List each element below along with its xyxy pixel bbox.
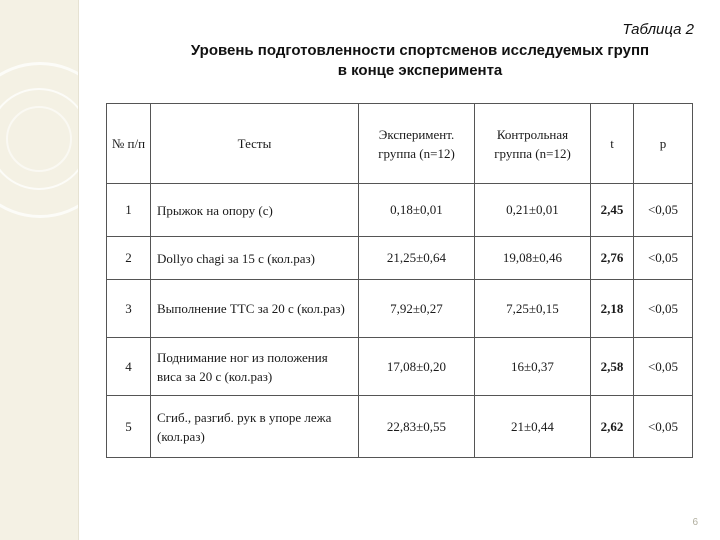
header-ctrl-group: Контрольная группа (n=12) <box>475 104 591 184</box>
cell-ctrl: 7,25±0,15 <box>475 280 591 338</box>
table-row <box>107 338 693 396</box>
cell-num: 4 <box>107 338 151 396</box>
cell-p: <0,05 <box>634 184 693 237</box>
cell-t: 2,58 <box>591 338 634 396</box>
cell-p: <0,05 <box>634 280 693 338</box>
header-tests: Тесты <box>151 104 359 184</box>
cell-ctrl: 19,08±0,46 <box>475 237 591 280</box>
cell-ctrl: 21±0,44 <box>475 396 591 458</box>
table-caption: Таблица 2 <box>622 21 694 38</box>
decorative-circle <box>6 106 72 172</box>
table-row <box>107 184 693 237</box>
cell-num: 5 <box>107 396 151 458</box>
header-num: № п/п <box>107 104 151 184</box>
cell-ctrl: 16±0,37 <box>475 338 591 396</box>
header-exp-group: Эксперимент. группа (n=12) <box>359 104 475 184</box>
cell-p: <0,05 <box>634 396 693 458</box>
page-number: 6 <box>692 517 698 528</box>
cell-t: 2,18 <box>591 280 634 338</box>
table-row <box>107 280 693 338</box>
cell-exp: 0,18±0,01 <box>359 184 475 237</box>
cell-exp: 17,08±0,20 <box>359 338 475 396</box>
cell-p: <0,05 <box>634 338 693 396</box>
cell-num: 3 <box>107 280 151 338</box>
results-table <box>106 103 693 458</box>
page-title-line2: в конце эксперимента <box>337 62 503 79</box>
cell-num: 1 <box>107 184 151 237</box>
cell-num: 2 <box>107 237 151 280</box>
decorative-side-band <box>0 0 78 540</box>
cell-exp: 21,25±0,64 <box>359 237 475 280</box>
cell-t: 2,62 <box>591 396 634 458</box>
cell-exp: 7,92±0,27 <box>359 280 475 338</box>
table-header-row <box>107 104 693 184</box>
cell-test: Поднимание ног из положения виса за 20 с (кол.раз) <box>151 338 359 396</box>
header-t: t <box>591 104 634 184</box>
cell-test: Сгиб., разгиб. рук в упоре лежа (кол.раз) <box>151 396 359 458</box>
cell-test: Dollyo chagi за 15 с (кол.раз) <box>151 237 359 280</box>
cell-exp: 22,83±0,55 <box>359 396 475 458</box>
cell-t: 2,45 <box>591 184 634 237</box>
side-band-edge <box>78 0 79 540</box>
cell-test: Выполнение ТТС за 20 с (кол.раз) <box>151 280 359 338</box>
cell-t: 2,76 <box>591 237 634 280</box>
table-row <box>107 396 693 458</box>
table-row <box>107 237 693 280</box>
header-p: p <box>634 104 693 184</box>
cell-p: <0,05 <box>634 237 693 280</box>
cell-ctrl: 0,21±0,01 <box>475 184 591 237</box>
page-title-line1: Уровень подготовленности спортсменов исследуемых групп <box>190 42 650 59</box>
cell-test: Прыжок на опору (c) <box>151 184 359 237</box>
